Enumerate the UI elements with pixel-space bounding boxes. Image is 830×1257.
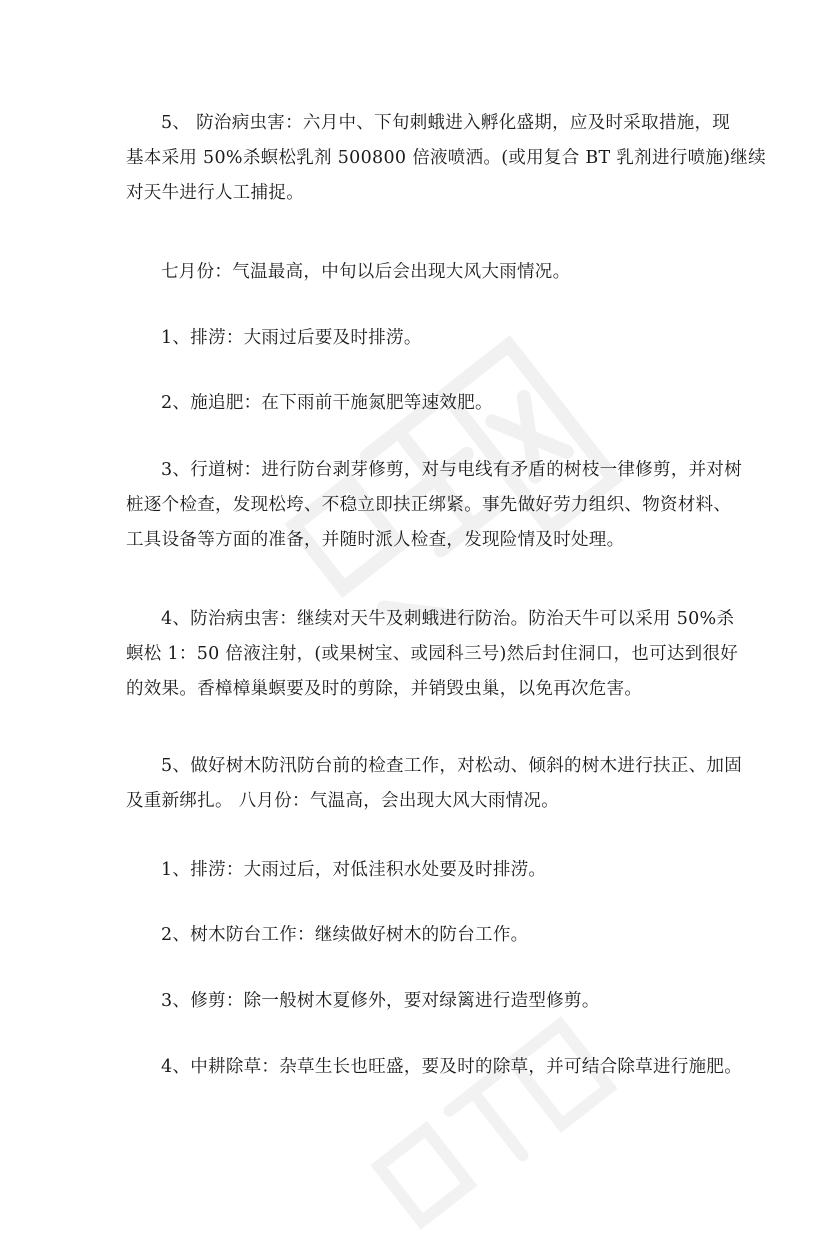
paragraph-august-drainage — [126, 853, 716, 888]
text-line: 桩逐个检查，发现松垮、不稳立即扶正绑紧。事先做好劳力组织、物资材料、 — [126, 495, 732, 515]
text-line: 七月份：气温最高，中旬以后会出现大风大雨情况。 — [161, 262, 571, 282]
text-line: 4、中耕除草：杂草生长也旺盛，要及时的除草，并可结合除草进行施肥。 — [161, 1057, 743, 1077]
text-line: 对天牛进行人工捕捉。 — [126, 183, 304, 203]
text-line: 4、防治病虫害：继续对天牛及刺蛾进行防治。防治天牛可以采用 50%杀 — [161, 609, 735, 629]
paragraph-july-street-trees — [126, 453, 743, 558]
text-line: 3、行道树：进行防台剥芽修剪，对与电线有矛盾的树枝一律修剪，并对树 — [161, 460, 743, 480]
text-line: 1、排涝：大雨过后要及时排涝。 — [161, 328, 422, 348]
text-line: 及重新绑扎。 八月份：气温高，会出现大风大雨情况。 — [126, 791, 560, 811]
paragraph-june-pest-control — [126, 106, 766, 211]
text-line: 螟松 1：50 倍液注射，(或果树宝、或园科三号)然后封住洞口，也可达到很好 — [126, 644, 739, 664]
paragraph-flood-check-august-heading — [126, 749, 743, 819]
text-line: 工具设备等方面的准备，并随时派人检查，发现险情及时处理。 — [126, 530, 625, 550]
text-line: 5、 防治病虫害：六月中、下旬刺蛾进入孵化盛期，应及时采取措施，现 — [161, 113, 731, 133]
text-line: 基本采用 50%杀螟松乳剂 500800 倍液喷洒。(或用复合 BT 乳剂进行喷施)继续 — [126, 148, 766, 168]
paragraph-august-weeding — [126, 1050, 743, 1085]
paragraph-august-pruning — [126, 984, 716, 1019]
text-line: 的效果。香樟樟巢螟要及时的剪除，并销毁虫巢，以免再次危害。 — [126, 679, 643, 699]
text-line: 1、排涝：大雨过后，对低洼积水处要及时排涝。 — [161, 860, 547, 880]
paragraph-august-typhoon — [126, 918, 716, 953]
paragraph-july-heading — [126, 255, 716, 290]
paragraph-july-pest-control — [126, 602, 739, 707]
text-line: 2、施追肥：在下雨前干施氮肥等速效肥。 — [161, 393, 493, 413]
paragraph-july-fertilizer — [126, 386, 716, 421]
paragraph-july-drainage — [126, 321, 716, 356]
text-line: 3、修剪：除一般树木夏修外，要对绿篱进行造型修剪。 — [161, 991, 600, 1011]
text-line: 2、树木防台工作：继续做好树木的防台工作。 — [161, 925, 529, 945]
watermark-logo-bottom — [351, 1003, 630, 1257]
text-line: 5、做好树木防汛防台前的检查工作，对松动、倾斜的树木进行扶正、加固 — [161, 756, 743, 776]
